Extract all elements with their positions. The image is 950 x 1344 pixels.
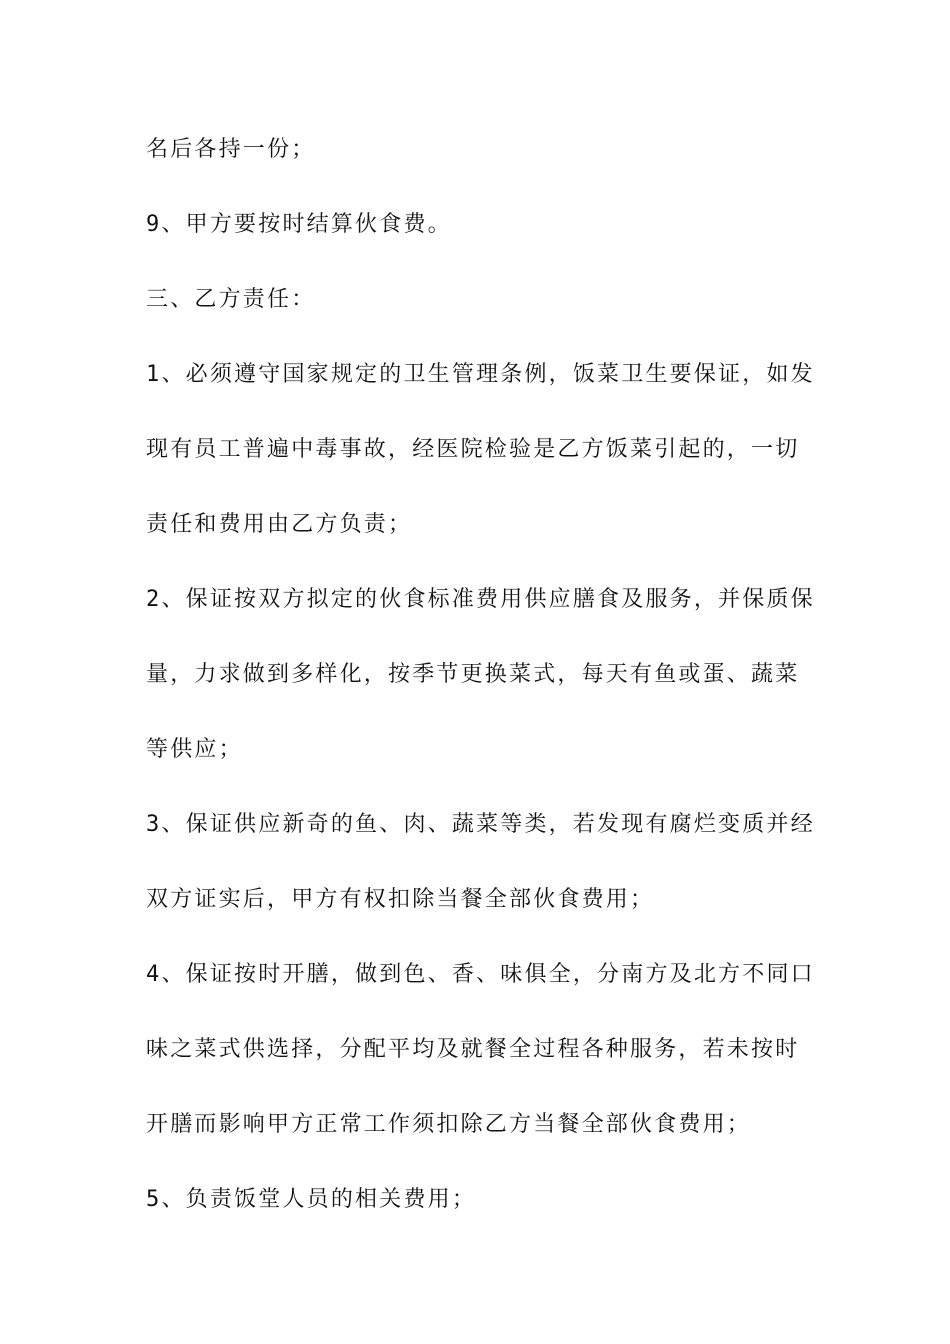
text-line: 双方证实后，甲方有权扣除当餐全部伙食费用； [146, 887, 655, 912]
text-line: 量，力求做到多样化，按季节更换菜式，每天有鱼或蛋、蔬菜 [146, 662, 800, 687]
text-line: 责任和费用由乙方负责； [146, 512, 413, 537]
text-line: 3、保证供应新奇的鱼、肉、蔬菜等类，若发现有腐烂变质并经 [146, 812, 815, 837]
text-line: 名后各持一份； [146, 137, 316, 162]
text-line: 开膳而影响甲方正常工作须扣除乙方当餐全部伙食费用； [146, 1112, 752, 1137]
text-line: 2、保证按双方拟定的伙食标准费用供应膳食及服务，并保质保 [146, 587, 815, 612]
text-line: 等供应； [146, 737, 243, 762]
text-line: 5、负责饭堂人员的相关费用； [146, 1187, 477, 1212]
text-line: 味之菜式供选择，分配平均及就餐全过程各种服务，若未按时 [146, 1037, 800, 1062]
section-heading: 三、乙方责任： [146, 287, 316, 312]
text-line: 现有员工普遍中毒事故，经医院检验是乙方饭菜引起的，一切 [146, 437, 800, 462]
text-line: 4、保证按时开膳，做到色、香、味俱全，分南方及北方不同口 [146, 962, 815, 987]
text-line: 9、甲方要按时结算伙食费。 [146, 212, 452, 237]
text-line: 1、必须遵守国家规定的卫生管理条例，饭菜卫生要保证，如发 [146, 362, 815, 387]
